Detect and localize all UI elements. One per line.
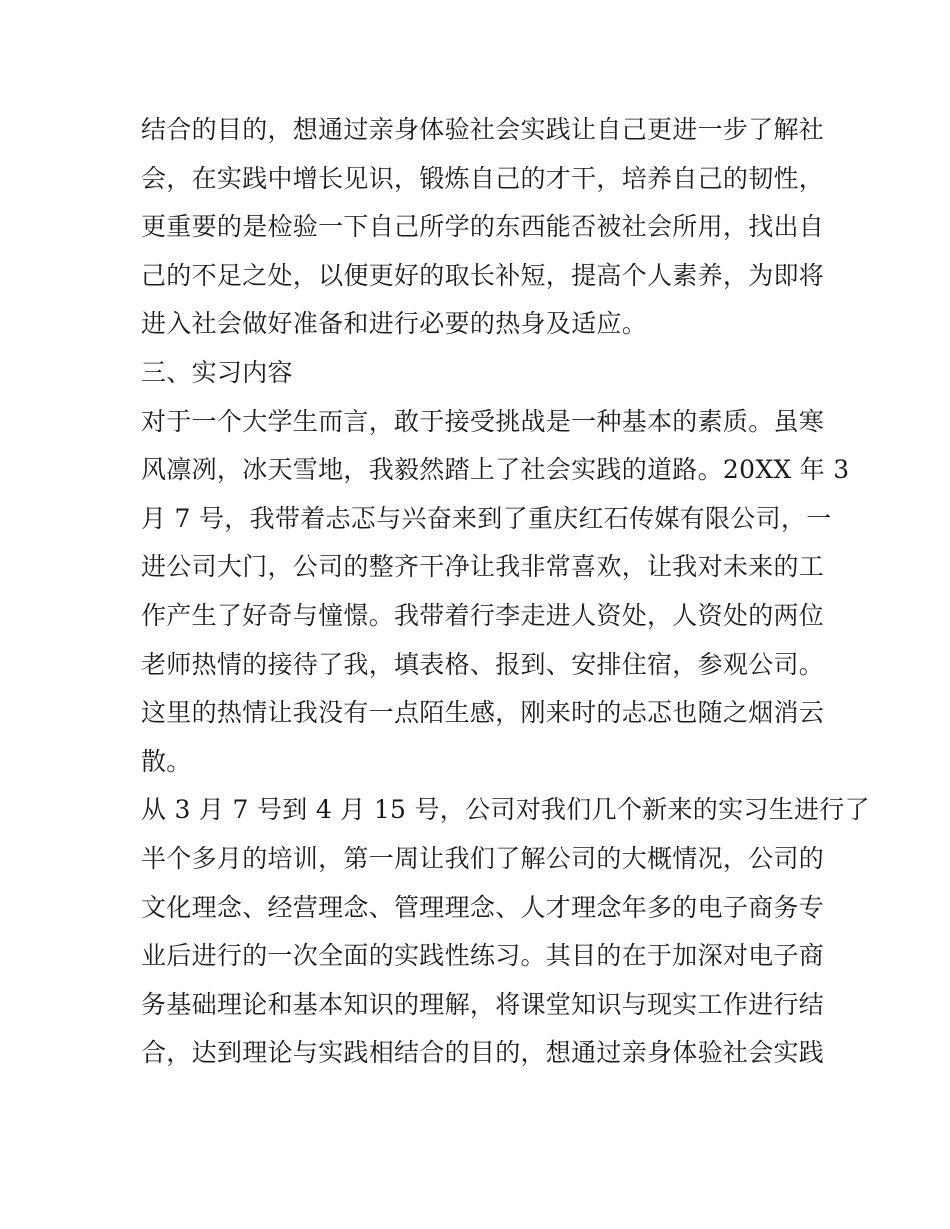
text-line: 结合的目的，想通过亲身体验社会实践让自己更进一步了解社 [141, 115, 825, 144]
text-line: 这里的热情让我没有一点陌生感，刚来时的忐忑也随之烟消云 [141, 698, 825, 728]
body-text [141, 106, 870, 1078]
text-line: 作产生了好奇与憧憬。我带着行李走进人资处，人资处的两位 [141, 600, 825, 630]
text-line: 务基础理论和基本知识的理解，将课堂知识与现实工作进行结 [141, 989, 825, 1019]
text-line: 半个多月的培训，第一周让我们了解公司的大概情况，公司的 [141, 843, 825, 873]
text-line: 文化理念、经营理念、管理理念、人才理念年多的电子商务专 [141, 892, 825, 922]
text-line: 更重要的是检验一下自己所学的东西能否被社会所用，找出自 [141, 212, 825, 242]
text-line: 会，在实践中增长见识，锻炼自己的才干，培养自己的韧性， [141, 163, 825, 193]
text-line: 月 7 号，我带着忐忑与兴奋来到了重庆红石传媒有限公司，一 [141, 503, 832, 533]
text-line: 风凛冽，冰天雪地，我毅然踏上了社会实践的道路。20XX 年 3 [141, 455, 850, 485]
text-line: 进公司大门，公司的整齐干净让我非常喜欢，让我对未来的工 [141, 552, 825, 582]
text-line: 散。 [141, 746, 192, 776]
text-line: 合，达到理论与实践相结合的目的，想通过亲身体验社会实践 [141, 1038, 825, 1068]
text-line: 老师热情的接待了我，填表格、报到、安排住宿，参观公司。 [141, 649, 825, 679]
text-line: 己的不足之处，以便更好的取长补短，提高个人素养，为即将 [141, 260, 825, 290]
text-line: 业后进行的一次全面的实践性练习。其目的在于加深对电子商 [141, 941, 825, 971]
section-heading: 三、实习内容 [141, 357, 293, 387]
text-line: 对于一个大学生而言，敢于接受挑战是一种基本的素质。虽寒 [141, 406, 825, 436]
text-line: 进入社会做好准备和进行必要的热身及适应。 [141, 309, 648, 339]
text-line: 从 3 月 7 号到 4 月 15 号，公司对我们几个新来的实习生进行了 [141, 795, 870, 825]
